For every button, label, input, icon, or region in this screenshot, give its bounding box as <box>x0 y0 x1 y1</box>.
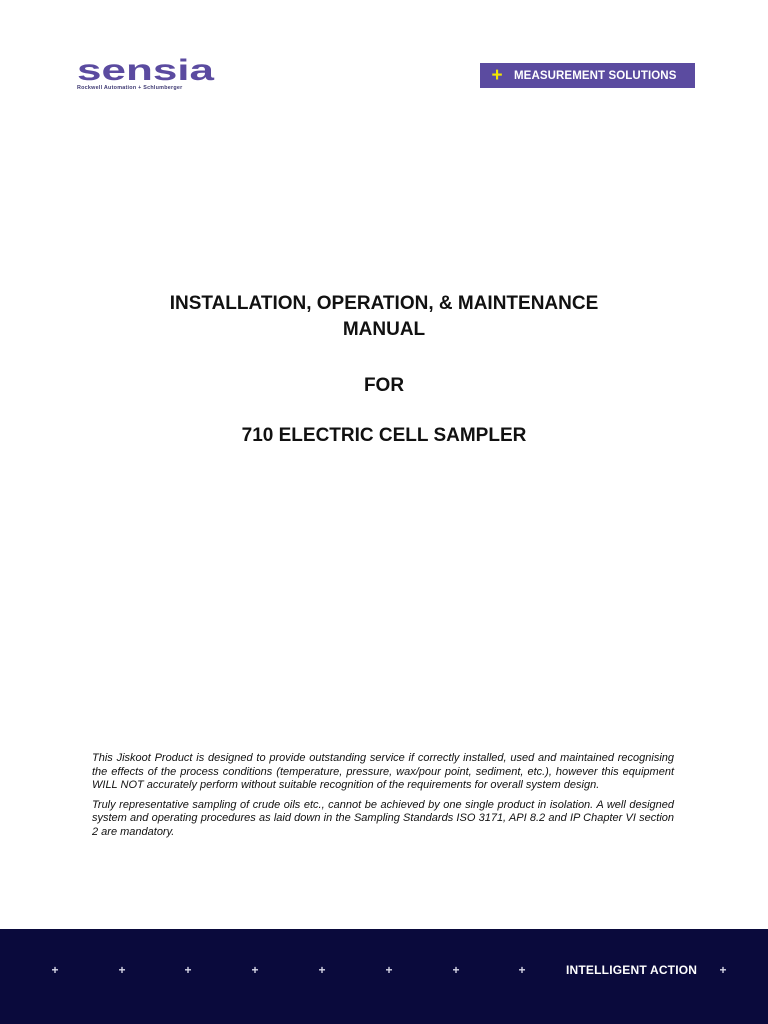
plus-icon: + <box>318 963 326 977</box>
logo-subtitle: Rockwell Automation + Schlumberger <box>77 85 183 91</box>
footer-band <box>0 929 768 1024</box>
plus-icon: + <box>491 65 503 86</box>
sensia-logo-wordmark <box>77 56 217 84</box>
document-title <box>0 291 768 449</box>
logo-wordmark-text: sensia <box>77 56 215 84</box>
sensia-logo <box>77 56 217 96</box>
title-line-1: INSTALLATION, OPERATION, & MAINTENANCE <box>169 293 599 314</box>
plus-icon: + <box>118 963 126 977</box>
plus-icon: + <box>51 963 59 977</box>
footer-tagline: INTELLIGENT ACTION <box>566 963 698 977</box>
disclaimer-paragraph-2: Truly representative sampling of crude oils etc., cannot be achieved by one single product in isolation. A well designed system and operating procedures as laid down in the Sampling Standards ISO 3171, API 8.2 and IP Chapter VI section 2 are mandatory. <box>92 798 674 838</box>
plus-icon: + <box>719 963 727 977</box>
disclaimer-paragraph-1: This Jiskoot Product is designed to provide outstanding service if correctly installed, used and maintained recognising the effects of the process conditions (temperature, pressure, wax/pour point, sediment, etc.), however this equipment WILL NOT accurately perform without suitable recognition of the requirements for overall system design. <box>92 752 674 792</box>
plus-icon: + <box>251 963 259 977</box>
measurement-solutions-badge <box>480 63 695 88</box>
plus-icon: + <box>518 963 526 977</box>
title-product-name: 710 ELECTRIC CELL SAMPLER <box>241 425 527 446</box>
title-line-for: FOR <box>363 375 405 396</box>
plus-icon: + <box>452 963 460 977</box>
plus-icon: + <box>184 963 192 977</box>
disclaimer <box>92 752 674 840</box>
plus-icon: + <box>385 963 393 977</box>
badge-label: MEASUREMENT SOLUTIONS <box>514 69 677 82</box>
title-line-2: MANUAL <box>342 319 426 340</box>
